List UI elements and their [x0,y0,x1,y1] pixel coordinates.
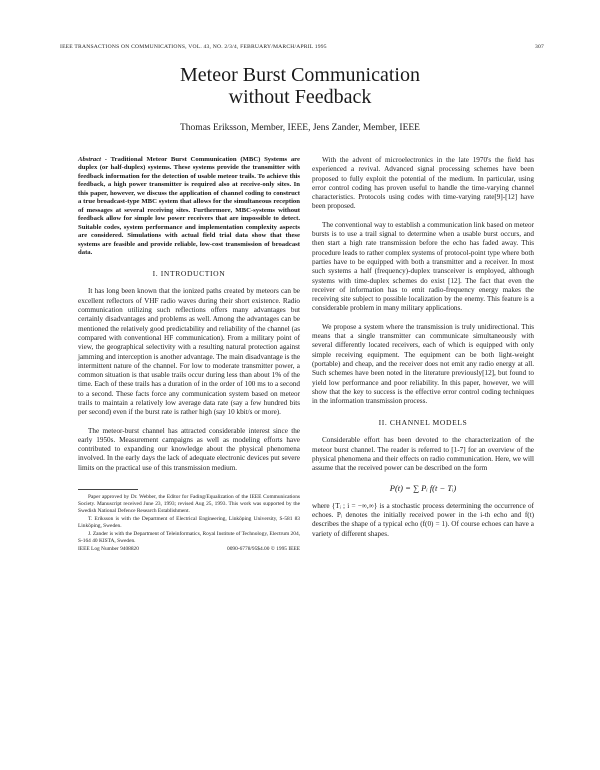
section-heading-introduction: I. INTRODUCTION [152,269,226,279]
channel-paragraph-1: Considerable effort has been devoted to the characterization of the meteor burst channel. The reader is referred to [1-7] for an overview of the physical phenomena and their effects on radio communication. Here, we will assume that the received power can be described on the form [312,436,534,473]
left-column [78,156,300,552]
page-number: 307 [535,44,544,50]
authors: Thomas Eriksson, Member, IEEE, Jens Zander, Member, IEEE [180,123,420,133]
abstract-lead: Abstract [78,156,102,163]
channel-paragraph-2: where {Tᵢ ; i = −∞,∞} is a stochastic process determining the occurrence of echoes. Pᵢ denotes the initially received power in the i-th echo and f(t) describes the shape of a typical echo (f(0) = 1). Of course echoes can have a variety of different shapes. [312,501,534,538]
received-power-equation: P(t) = ∑ Pᵢ f(t − Tᵢ) [389,482,457,493]
abstract [78,156,300,257]
copyright-notice: 0090-6778/95$4.00 © 1995 IEEE [227,546,300,553]
footnote-3: J. Zander is with the Department of Teleinformatics, Royal Institute of Technology, Electrum 204, S-164 40 KISTA, Sweden. [78,530,300,544]
right-column [312,156,534,539]
running-head [60,44,544,50]
footnote-2: T. Eriksson is with the Department of Electrical Engineering, Linköping University, S-581 83 Linköping, Sweden. [78,515,300,529]
section-heading-channel-models: II. CHANNEL MODELS [378,418,468,428]
body-paragraph-2: The conventional way to establish a communication link based on meteor bursts is to use a trail signal to determine when a usable burst occurs, and then start a high rate transmission before the echo has faded away. This procedure leads to rather complex systems of protocol-point type where both parties have to be equipped with both a transmitter and a receiver. In most such systems a half (frequency)-duplex transceiver is employed, although systems with time-duplex schemes do exist [12]. The fact that even the receiver of information has to emit radio-frequency energy makes the receiving site subject to possible localization by the enemy. This feature is a considerable problem in many military applications. [312,220,534,313]
body-paragraph-3: We propose a system where the transmission is truly unidirectional. This means that a single transmitter can communicate simultaneously with several differently located receivers, each of which is equipped with only simple receiving equipment. The equipment can be both light-weight (portable) and cheap, and the receiver does not emit any radio energy at all. Such schemes have been noted in the literature previously[12], but found to yield low performance and poor reliability. In this paper, however, we will show that the key to success is the effective error control coding techniques in the information transmission process. [312,322,534,406]
body-paragraph-1: With the advent of microelectronics in the late 1970's the field has experienced a revival. Advanced signal processing schemes have been proposed to fully exploit the potential of the medium. In particular, using error control coding has proven useful to handle the time-varying channel characteristics. Protocols using codes with time-varying rate[9]-[12] have been proposed. [312,156,534,211]
intro-paragraph-1: It has long been known that the ionized paths created by meteors can be excellent reflectors of VHF radio waves during their short existence. Radio communication utilizing such reflections offers many advantages but certainly disadvantages and problems as well. Among the advantages can be mentioned the relatively good predictability and reliability of the channel (as compared with conventional HF communication). From a military point of view, the geographical selectivity with a resulting natural protection against jamming and interception is another advantage. The main disadvantage is the intermittent nature of the channel. For low to moderate transmitter power, a common situation is that usable trails occur during less than about 1% of the time. Each of these trails has a duration of in the order of 100 ms to a second to a second. These facts force any communication system based on meteor trails to maintain a relatively low average data rate (say a few hundred bits per second) even if the burst rate is rather high (say 10 kbit/s or more). [78,287,301,417]
paper-title [0,64,600,108]
footnote-1: Paper approved by Dr. Webber, the Editor for Fading/Equalization of the IEEE Communications Society. Manuscript received June 23, 1993; revised Aug 25, 1993. This work was supported by the Swedish National Defence Research Establishment. [78,494,300,514]
abstract-text: - Traditional Meteor Burst Communication (MBC) Systems are duplex (or half-duplex) systems. These systems provide the transmitter with feedback information for the detection of usable meteor trails. To achieve this feedback, a high power transmitter is required also at receive-only sites. In this paper, however, we discuss the application of channel coding to construct a true broadcast-type MBC system that allows for the simultaneous reception of messages at several receiving sites. Furthermore, MBC-systems without feedback allow for simple low power receivers that are impossible to detect. Suitable codes, system performance and implementation complexity aspects are considered. Simulations with actual field trial data show that these systems are feasible and provide reliable, low-cost transmission of broadcast data. [78,156,300,256]
title-line-2: without Feedback [228,86,372,108]
intro-paragraph-2: The meteor-burst channel has attracted considerable interest since the early 1950s. Measurement campaigns as well as modeling efforts have contributed to expanding our knowledge about the physical phenomena involved. In the early days the lack of adequate electronic devices put severe limits on the practical use of this transmission medium. [78,426,300,472]
title-line-1: Meteor Burst Communication [180,64,420,86]
journal-header: IEEE TRANSACTIONS ON COMMUNICATIONS, VOL. 43, NO. 2/3/4, FEBRUARY/MARCH/APRIL 1995 [60,44,327,50]
footnote-divider [78,489,138,490]
ieee-log-number: IEEE Log Number 9408820 [78,546,139,553]
footer-line [78,546,300,552]
